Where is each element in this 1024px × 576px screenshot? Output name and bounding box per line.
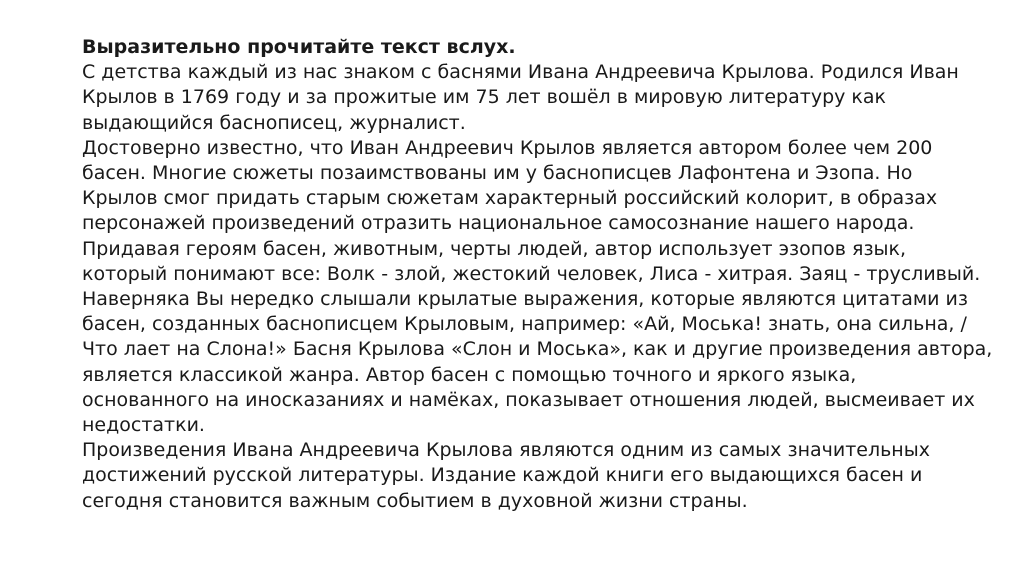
text-line: выдающийся баснописец, журналист. <box>82 111 466 134</box>
paragraph-aesop-language <box>82 237 982 287</box>
text-line: Что лает на Слона!» Басня Крылова «Слон и Моська», как и другие произведения автора, <box>82 338 993 361</box>
text-line: Достоверно известно, что Иван Андреевич Крылов является автором более чем 200 <box>82 136 933 159</box>
paragraph-conclusion <box>82 438 982 514</box>
paragraph-quotes <box>82 287 993 438</box>
text-line: басен, созданных баснописцем Крыловым, например: «Ай, Моська! знать, она сильна, / <box>82 313 967 336</box>
paragraph-fables <box>82 136 982 237</box>
text-line: басен. Многие сюжеты позаимствованы им у баснописцев Лафонтена и Эзопа. Но <box>82 162 913 185</box>
text-line: Крылов смог придать старым сюжетам характерный российский колорит, в образах <box>82 187 938 210</box>
text-line: Произведения Ивана Андреевича Крылова являются одним из самых значительных <box>82 439 930 462</box>
text-line: основанного на иносказаниях и намёках, показывает отношения людей, высмеивает их <box>82 388 975 411</box>
text-line: который понимают все: Волк - злой, жестокий человек, Лиса - хитрая. Заяц - трусливый. <box>82 262 981 285</box>
text-line: Крылов в 1769 году и за прожитые им 75 лет вошёл в мировую литературу как <box>82 86 887 109</box>
text-block <box>82 35 993 514</box>
text-line: Придавая героям басен, животным, черты людей, автор использует эзопов язык, <box>82 237 907 260</box>
text-line: сегодня становится важным событием в духовной жизни страны. <box>82 489 748 512</box>
text-line: является классикой жанра. Автор басен с помощью точного и яркого языка, <box>82 363 857 386</box>
text-line: недостатки. <box>82 414 205 437</box>
paragraph-birth <box>82 60 982 136</box>
text-line: достижений русской литературы. Издание каждой книги его выдающихся басен и <box>82 464 923 487</box>
slide-title: Выразительно прочитайте текст вслух. <box>82 36 516 58</box>
text-line: персонажей произведений отразить национальное самосознание нашего народа. <box>82 212 915 235</box>
text-line: С детства каждый из нас знаком с баснями Ивана Андреевича Крылова. Родился Иван <box>82 61 959 84</box>
text-line: Наверняка Вы нередко слышали крылатые выражения, которые являются цитатами из <box>82 288 969 311</box>
